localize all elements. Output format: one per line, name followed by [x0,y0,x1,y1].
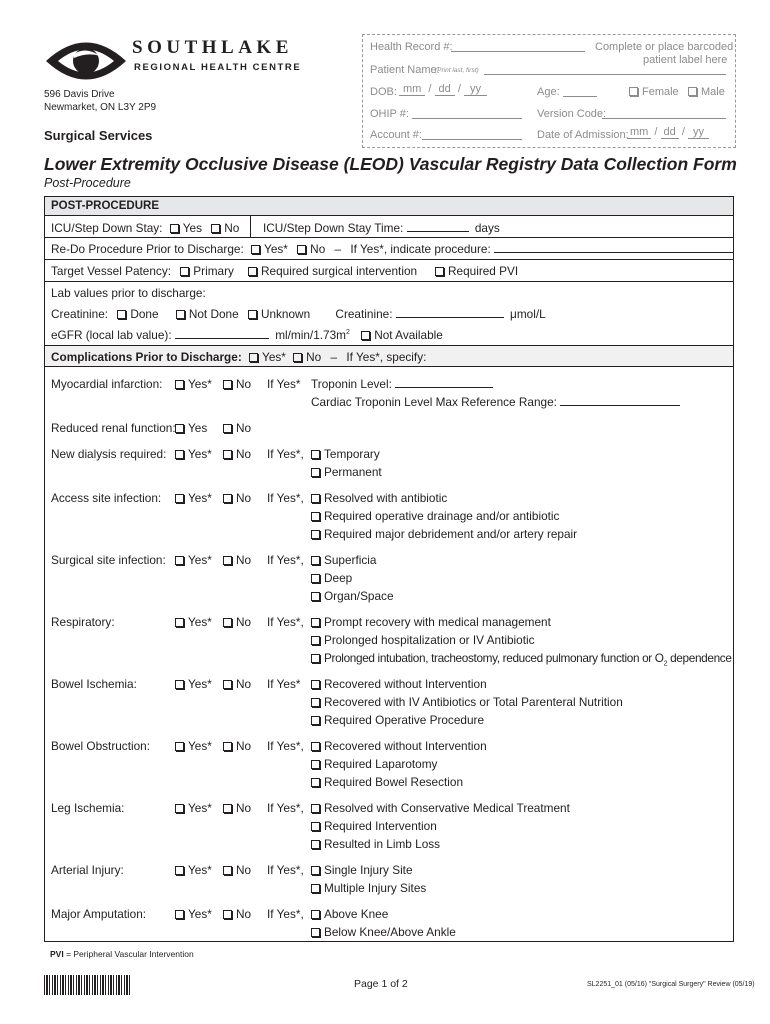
patient-name-label: Patient Name: [370,64,440,76]
leg-no-checkbox[interactable] [223,804,232,813]
icu-row [51,221,239,235]
complications-no-checkbox[interactable] [293,353,302,362]
egfr-row [51,328,443,342]
resp-opt-3-label: Prolonged intubation, tracheostomy, reduced pulmonary function or O [324,651,664,665]
resp-if-yes: If Yes*, [267,615,304,629]
access-opt-2-label: Required operative drainage and/or antibiotic [324,509,560,523]
dob-dd: dd [435,83,455,96]
patient-name-line[interactable] [484,74,726,75]
done-label: Done [130,307,159,321]
amputation-yes-option[interactable] [175,907,212,921]
unknown-label: Unknown [260,307,311,321]
arterial-no-option[interactable] [223,863,251,877]
resp-opt-2[interactable] [311,633,535,647]
bowel-isch-no-label: No [236,677,252,691]
dialysis-if-yes: If Yes*, [267,447,304,461]
form-title: Lower Extremity Occlusive Disease (LEOD) Vascular Registry Data Collection Form [44,154,737,174]
arterial-opt-2[interactable] [311,881,426,895]
surgical-label: Surgical site infection: [51,553,166,567]
age-line[interactable] [563,96,597,97]
bowel-isch-opt-2-checkbox[interactable] [311,698,320,707]
req-pvi-option[interactable] [435,264,518,278]
arterial-opt-2-checkbox[interactable] [311,884,320,893]
if-yes-specify: If Yes*, specify: [346,350,427,364]
dialysis-label: New dialysis required: [51,447,167,461]
bowel-obs-opt-1-label: Recovered without Intervention [324,739,487,753]
target-label: Target Vessel Patency: [51,264,172,278]
complications-no-label: No [306,350,322,364]
bowel-isch-if-yes: If Yes* [267,677,301,691]
amputation-yes-checkbox[interactable] [175,910,184,919]
access-opt-2[interactable] [311,509,559,523]
dialysis-yes-checkbox[interactable] [175,450,184,459]
unknown-checkbox[interactable] [248,310,257,319]
renal-yes-label: Yes [188,421,208,435]
primary-label: Primary [193,264,234,278]
bowel-isch-opt-1-label: Recovered without Intervention [324,677,487,691]
pvi-def: = Peripheral Vascular Intervention [63,949,194,959]
surgical-yes-label: Yes* [188,553,212,567]
bowel-isch-yes-checkbox[interactable] [175,680,184,689]
pvi-footnote [50,949,194,959]
resp-opt-1[interactable] [311,615,551,629]
health-record-line[interactable] [451,51,585,52]
redo-if-yes: If Yes*, indicate procedure: [350,242,491,256]
arterial-no-checkbox[interactable] [223,866,232,875]
access-yes-label: Yes* [188,491,212,505]
egfr-unit: ml/min/1.73m [275,328,347,342]
lab-values-label: Lab values prior to discharge: [51,286,206,300]
complications-row [51,350,426,364]
icu-label: ICU/Step Down Stay: [51,221,163,235]
access-yes-option[interactable] [175,491,212,505]
access-opt-3-checkbox[interactable] [311,530,320,539]
icu-yes-checkbox[interactable] [170,224,179,233]
bowel-obs-yes-checkbox[interactable] [175,742,184,751]
dialysis-no-label: No [236,447,252,461]
troponin-range-row [311,395,680,409]
resp-opt-1-label: Prompt recovery with medical management [324,615,551,629]
dob-field[interactable] [399,83,487,95]
dob-mm: mm [399,83,425,96]
female-checkbox[interactable] [629,87,638,96]
dob-slash-2: / [457,83,461,95]
form-code: SL2251_01 (05/16) "Surgical Surgery" Review (05/19) [587,981,755,988]
not-done-checkbox[interactable] [176,310,185,319]
access-opt-1-label: Resolved with antibiotic [324,491,448,505]
mi-yes-option[interactable] [175,377,212,391]
arterial-opt-1-label: Single Injury Site [324,863,413,877]
amputation-opt-2-checkbox[interactable] [311,928,320,937]
complications-yes-label: Yes* [262,350,286,364]
male-label: Male [701,86,725,98]
form-subtitle: Post-Procedure [44,176,131,190]
req-surgical-checkbox[interactable] [248,267,257,276]
amputation-opt-2-label: Below Knee/Above Ankle [324,925,456,939]
arterial-yes-label: Yes* [188,863,212,877]
icu-time-label: ICU/Step Down Stay Time: [263,221,404,235]
admission-label: Date of Admission: [537,129,629,141]
amputation-no-label: No [236,907,252,921]
icu-no-checkbox[interactable] [211,224,220,233]
surgical-no-checkbox[interactable] [223,556,232,565]
adm-yy: yy [688,126,709,139]
bowel-obs-yes-option[interactable] [175,739,212,753]
creatinine-label: Creatinine: [51,307,109,321]
surgical-opt-2[interactable] [311,571,352,585]
version-code-label: Version Code: [537,108,607,120]
troponin-range-label: Cardiac Troponin Level Max Reference Range: [311,395,557,409]
dialysis-opt-1-checkbox[interactable] [311,450,320,459]
bowel-obs-no-label: No [236,739,252,753]
barcode-note-2: patient label here [643,54,728,66]
renal-label: Reduced renal function: [51,421,176,435]
complications-no-option[interactable] [293,350,321,364]
redo-no-option[interactable] [297,242,325,256]
dialysis-yes-option[interactable] [175,447,212,461]
bowel-obs-opt-3-label: Required Bowel Resection [324,775,464,789]
bowel-obs-opt-1-checkbox[interactable] [311,742,320,751]
dialysis-opt-1-label: Temporary [324,447,380,461]
troponin-label: Troponin Level: [311,377,392,391]
bowel-isch-opt-1-checkbox[interactable] [311,680,320,689]
icu-time-field[interactable] [407,222,469,232]
complications-yes-checkbox[interactable] [249,353,258,362]
bowel-obs-no-option[interactable] [223,739,251,753]
bowel-obs-if-yes: If Yes*, [267,739,304,753]
org-subname: REGIONAL HEALTH CENTRE [134,62,302,73]
address-line1: 596 Davis Drive [44,89,115,100]
department: Surgical Services [44,128,153,143]
bowel-obs-opt-2[interactable] [311,757,437,771]
leg-no-option[interactable] [223,801,251,815]
days-label: days [474,221,500,235]
amputation-label: Major Amputation: [51,907,147,921]
leg-no-label: No [236,801,252,815]
mi-label: Myocardial infarction: [51,377,163,391]
account-line[interactable] [422,139,522,140]
arterial-no-label: No [236,863,252,877]
female-option[interactable] [629,86,679,98]
creatinine-value-label: Creatinine: [335,307,393,321]
bowel-isch-no-checkbox[interactable] [223,680,232,689]
resp-yes-label: Yes* [188,615,212,629]
bowel-obs-opt-2-checkbox[interactable] [311,760,320,769]
dash: – [334,242,342,256]
unknown-option[interactable] [248,307,310,321]
page-number: Page 1 of 2 [354,978,408,990]
dialysis-no-option[interactable] [223,447,251,461]
mi-yes-checkbox[interactable] [175,380,184,389]
not-available-checkbox[interactable] [361,331,370,340]
redo-label: Re-Do Procedure Prior to Discharge: [51,242,244,256]
org-name: SOUTHLAKE [132,37,293,58]
bowel-isch-opt-3-label: Required Operative Procedure [324,713,485,727]
mi-if-yes: If Yes* [267,377,301,391]
dob-slash-1: / [428,83,432,95]
amputation-no-checkbox[interactable] [223,910,232,919]
resp-yes-checkbox[interactable] [175,618,184,627]
admission-field[interactable] [627,126,709,138]
primary-option[interactable] [180,264,234,278]
barcode-note-1: Complete or place barcoded [595,41,734,53]
dob-yy: yy [464,83,487,96]
not-available-option[interactable] [361,328,443,342]
dob-label: DOB: [370,86,397,98]
bowel-obs-label: Bowel Obstruction: [51,739,151,753]
access-opt-1[interactable] [311,491,447,505]
done-checkbox[interactable] [117,310,126,319]
req-surgical-label: Required surgical intervention [261,264,418,278]
surgical-opt-2-checkbox[interactable] [311,574,320,583]
icu-yes-option[interactable] [170,221,202,235]
account-label: Account #: [370,129,422,141]
req-surgical-option[interactable] [248,264,417,278]
troponin-row [311,377,493,391]
ohip-line[interactable] [412,118,522,119]
amputation-opt-1-label: Above Knee [324,907,389,921]
umol-unit: μmol/L [510,307,546,321]
female-label: Female [642,86,679,98]
redo-yes-checkbox[interactable] [251,245,260,254]
leg-opt-2-checkbox[interactable] [311,822,320,831]
access-opt-1-checkbox[interactable] [311,494,320,503]
resp-opt-3-tail: dependence [667,651,732,665]
access-opt-3-label: Required major debridement and/or artery repair [324,527,578,541]
redo-row [51,242,734,256]
redo-yes-option[interactable] [251,242,288,256]
dialysis-opt-1[interactable] [311,447,380,461]
mi-no-label: No [236,377,252,391]
age-label: Age: [537,86,560,98]
amputation-opt-1-checkbox[interactable] [311,910,320,919]
adm-mm: mm [627,126,651,139]
bowel-isch-yes-option[interactable] [175,677,212,691]
row-divider [45,281,733,282]
adm-slash-1: / [654,126,658,138]
complications-yes-option[interactable] [249,350,286,364]
mi-no-option[interactable] [223,377,251,391]
resp-opt-1-checkbox[interactable] [311,618,320,627]
male-option[interactable] [688,86,725,98]
creatinine-row [51,307,546,321]
amputation-yes-label: Yes* [188,907,212,921]
barcode [44,975,132,995]
surgical-opt-3-checkbox[interactable] [311,592,320,601]
surgical-opt-3[interactable] [311,589,394,603]
done-option[interactable] [117,307,158,321]
dialysis-opt-2-label: Permanent [324,465,382,479]
surgical-yes-checkbox[interactable] [175,556,184,565]
surgical-opt-3-label: Organ/Space [324,589,394,603]
bowel-isch-opt-2-label: Recovered with IV Antibiotics or Total Parenteral Nutrition [324,695,623,709]
access-label: Access site infection: [51,491,162,505]
icu-yes-label: Yes [182,221,202,235]
health-record-label: Health Record #: [370,41,453,53]
leg-opt-3-checkbox[interactable] [311,840,320,849]
egfr-unit-sup: 2 [346,329,350,337]
bowel-isch-opt-2[interactable] [311,695,623,709]
leg-opt-3-label: Resulted in Limb Loss [324,837,441,851]
amputation-if-yes: If Yes*, [267,907,304,921]
amputation-opt-1[interactable] [311,907,388,921]
icu-no-label: No [224,221,240,235]
resp-opt-3-sub: 2 [663,660,668,668]
resp-opt-3-checkbox[interactable] [311,654,320,663]
arterial-if-yes: If Yes*, [267,863,304,877]
renal-no-checkbox[interactable] [223,424,232,433]
mi-no-checkbox[interactable] [223,380,232,389]
bowel-isch-label: Bowel Ischemia: [51,677,137,691]
primary-checkbox[interactable] [180,267,189,276]
target-row [51,264,234,278]
resp-no-option[interactable] [223,615,251,629]
mi-yes-label: Yes* [188,377,212,391]
resp-opt-3[interactable] [311,651,732,667]
redo-yes-label: Yes* [264,242,288,256]
leg-label: Leg Ischemia: [51,801,125,815]
resp-opt-2-label: Prolonged hospitalization or IV Antibiotic [324,633,535,647]
dialysis-no-checkbox[interactable] [223,450,232,459]
leg-opt-1-label: Resolved with Conservative Medical Treatment [324,801,570,815]
surgical-no-option[interactable] [223,553,251,567]
leg-opt-3[interactable] [311,837,440,851]
troponin-field[interactable] [395,378,493,388]
bowel-obs-opt-2-label: Required Laparotomy [324,757,438,771]
row-divider [45,237,733,238]
adm-slash-2: / [681,126,685,138]
bowel-obs-yes-label: Yes* [188,739,212,753]
not-done-option[interactable] [176,307,239,321]
ohip-label: OHIP #: [370,108,409,120]
icu-no-option[interactable] [211,221,239,235]
pvi-abbr: PVI [50,949,64,959]
arterial-opt-2-label: Multiple Injury Sites [324,881,427,895]
dialysis-yes-label: Yes* [188,447,212,461]
renal-no-label: No [236,421,252,435]
male-checkbox[interactable] [688,87,697,96]
bowel-obs-opt-3[interactable] [311,775,463,789]
access-no-label: No [236,491,252,505]
arterial-opt-1[interactable] [311,863,413,877]
leg-yes-label: Yes* [188,801,212,815]
bowel-isch-opt-3[interactable] [311,713,484,727]
amputation-no-option[interactable] [223,907,251,921]
cell-divider [250,216,251,237]
leg-yes-option[interactable] [175,801,212,815]
egfr-field[interactable] [175,329,269,339]
arterial-yes-option[interactable] [175,863,212,877]
amputation-opt-2[interactable] [311,925,456,939]
renal-yes-option[interactable] [175,421,207,435]
eye-logo-icon [44,34,128,88]
surgical-opt-2-label: Deep [324,571,353,585]
leg-opt-1[interactable] [311,801,570,815]
leg-opt-2[interactable] [311,819,437,833]
bowel-obs-no-checkbox[interactable] [223,742,232,751]
not-available-label: Not Available [374,328,443,342]
renal-yes-checkbox[interactable] [175,424,184,433]
row-divider [45,259,733,260]
access-if-yes: If Yes*, [267,491,304,505]
dialysis-opt-2[interactable] [311,465,382,479]
bowel-isch-opt-1[interactable] [311,677,487,691]
surgical-if-yes: If Yes*, [267,553,304,567]
post-procedure-table [44,196,734,942]
renal-no-option[interactable] [223,421,251,435]
resp-no-label: No [236,615,252,629]
leg-opt-1-checkbox[interactable] [311,804,320,813]
leg-yes-checkbox[interactable] [175,804,184,813]
resp-yes-option[interactable] [175,615,212,629]
bowel-isch-no-option[interactable] [223,677,251,691]
arterial-label: Arterial Injury: [51,863,124,877]
not-done-label: Not Done [188,307,239,321]
address-line2: Newmarket, ON L3Y 2P9 [44,102,157,113]
surgical-opt-1-checkbox[interactable] [311,556,320,565]
surgical-yes-option[interactable] [175,553,212,567]
leg-opt-2-label: Required Intervention [324,819,437,833]
redo-no-checkbox[interactable] [297,245,306,254]
dash: – [330,350,338,364]
resp-no-checkbox[interactable] [223,618,232,627]
icu-time-row [263,221,500,235]
bowel-isch-opt-3-checkbox[interactable] [311,716,320,725]
version-code-line[interactable] [602,118,726,119]
complications-label: Complications Prior to Discharge: [51,350,242,364]
logo [44,34,128,88]
surgical-no-label: No [236,553,252,567]
creatinine-value-field[interactable] [396,308,504,318]
bowel-obs-opt-3-checkbox[interactable] [311,778,320,787]
resp-opt-2-checkbox[interactable] [311,636,320,645]
bowel-isch-yes-label: Yes* [188,677,212,691]
dialysis-opt-2-checkbox[interactable] [311,468,320,477]
row-divider [45,366,733,367]
access-no-option[interactable] [223,491,251,505]
troponin-range-field[interactable] [560,396,680,406]
access-yes-checkbox[interactable] [175,494,184,503]
patient-name-hint: (Print last, first) [435,67,479,74]
access-no-checkbox[interactable] [223,494,232,503]
surgical-opt-1[interactable] [311,553,376,567]
surgical-opt-1-label: Superficia [324,553,377,567]
arterial-yes-checkbox[interactable] [175,866,184,875]
redo-procedure-field[interactable] [494,243,734,253]
access-opt-2-checkbox[interactable] [311,512,320,521]
access-opt-3[interactable] [311,527,577,541]
egfr-label: eGFR (local lab value): [51,328,172,342]
bowel-obs-opt-1[interactable] [311,739,487,753]
req-pvi-label: Required PVI [448,264,519,278]
adm-dd: dd [661,126,679,139]
redo-no-label: No [310,242,326,256]
leg-if-yes: If Yes*, [267,801,304,815]
section-header: POST-PROCEDURE [45,197,733,216]
arterial-opt-1-checkbox[interactable] [311,866,320,875]
req-pvi-checkbox[interactable] [435,267,444,276]
resp-label: Respiratory: [51,615,115,629]
